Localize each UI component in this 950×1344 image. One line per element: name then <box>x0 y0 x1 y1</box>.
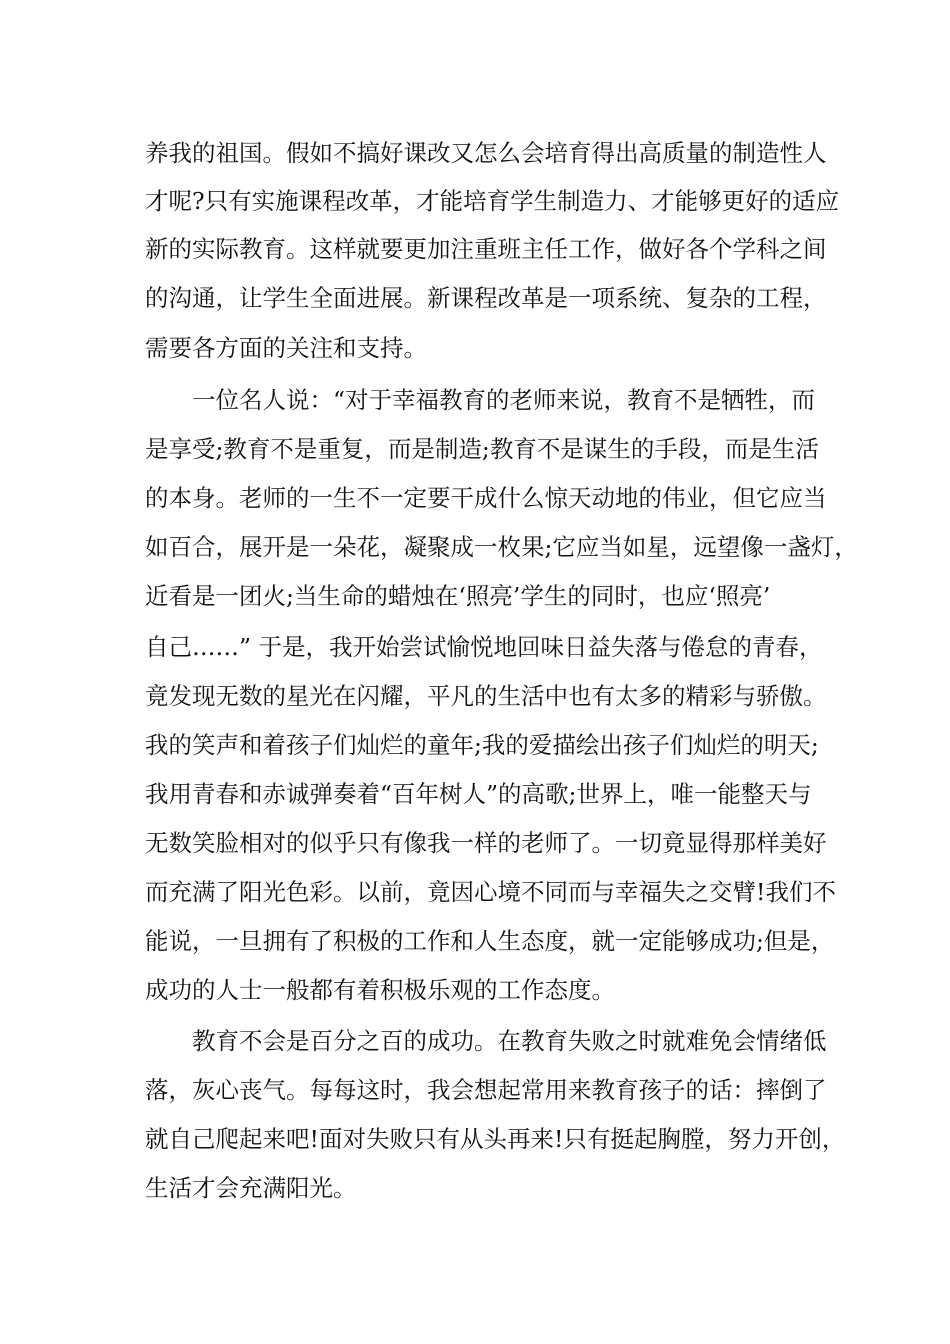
text-line: 是享受;教育不是重复，而是制造;教育不是谋生的手段，而是生活 <box>145 435 819 463</box>
paragraph-first-line: 一位名人说：“对于幸福教育的老师来说，教育不是牺牲，而 <box>192 386 816 414</box>
text-line: 的本身。老师的一生不一定要干成什么惊天动地的伟业，但它应当 <box>145 484 827 512</box>
text-line: 新的实际教育。这样就要更加注重班主任工作，做好各个学科之间 <box>145 235 827 263</box>
text-line: 竟发现无数的星光在闪耀，平凡的生活中也有太多的精彩与骄傲。 <box>145 682 827 710</box>
text-line: 需要各方面的关注和支持。 <box>145 334 427 362</box>
text-line: 生活才会充满阳光。 <box>145 1174 357 1202</box>
text-line: 落，灰心丧气。每每这时，我会想起常用来教育孩子的话：摔倒了 <box>145 1076 827 1104</box>
text-line: 成功的人士一般都有着积极乐观的工作态度。 <box>145 976 615 1004</box>
text-line: 养我的祖国。假如不搞好课改又怎么会培育得出高质量的制造性人 <box>145 139 827 167</box>
paragraph-first-line: 教育不会是百分之百的成功。在教育失败之时就难免会情绪低 <box>192 1027 827 1055</box>
text-line: 我的笑声和着孩子们灿烂的童年;我的爱描绘出孩子们灿烂的明天; <box>145 731 819 759</box>
text-line: 就自己爬起来吧!面对失败只有从头再来!只有挺起胸膛，努力开创， <box>145 1125 846 1153</box>
text-line: 无数笑脸相对的似乎只有像我一样的老师了。一切竟显得那样美好 <box>145 829 827 857</box>
text-line: 近看是一团火;当生命的蜡烛在‘照亮’学生的同时，也应‘照亮’ <box>145 582 771 610</box>
text-line: 的沟通，让学生全面进展。新课程改革是一项系统、复杂的工程， <box>145 284 827 312</box>
text-line: 如百合，展开是一朵花，凝聚成一枚果;它应当如星，远望像一盏灯， <box>145 533 858 561</box>
text-line: 自己……” 于是，我开始尝试愉悦地回味日益失落与倦怠的青春， <box>145 633 823 661</box>
text-line: 才呢?只有实施课程改革，才能培育学生制造力、才能够更好的适应 <box>145 187 840 215</box>
text-line: 而充满了阳光色彩。以前，竟因心境不同而与幸福失之交臂!我们不 <box>145 878 836 906</box>
text-line: 我用青春和赤诚弹奏着“百年树人”的高歌;世界上，唯一能整天与 <box>145 780 812 808</box>
text-line: 能说，一旦拥有了积极的工作和人生态度，就一定能够成功;但是， <box>145 927 835 955</box>
